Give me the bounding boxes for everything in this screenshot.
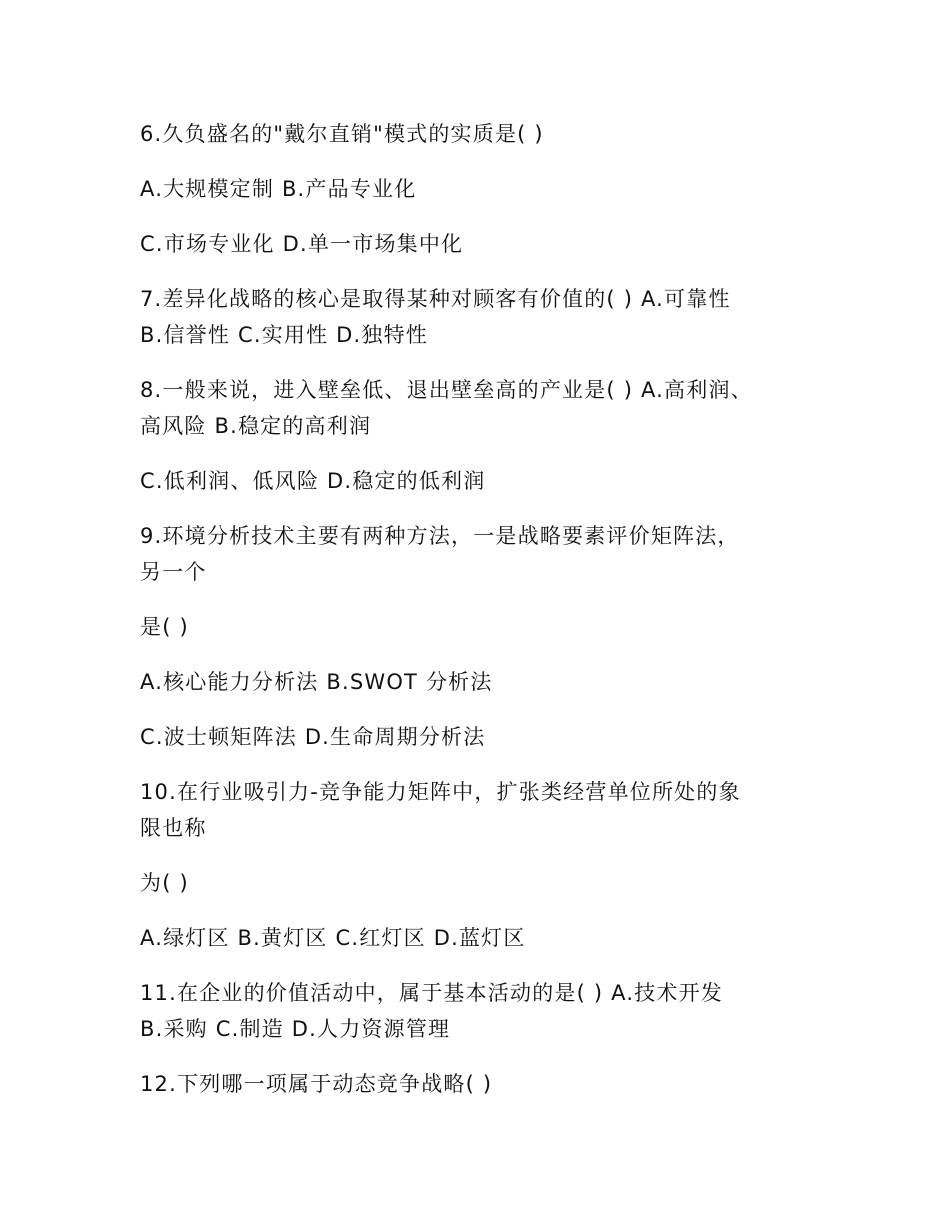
text-line: 是( ) xyxy=(140,615,189,639)
text-line: A.绿灯区 B.黄灯区 C.红灯区 D.蓝灯区 xyxy=(140,926,526,950)
question-10-stem xyxy=(140,774,812,846)
question-9-stem-end xyxy=(140,609,812,645)
question-9-options-ab xyxy=(140,664,812,700)
question-11 xyxy=(140,975,812,1047)
document-body xyxy=(140,116,812,1121)
text-line: 限也称 xyxy=(140,816,207,840)
text-line: 10.在行业吸引力-竞争能力矩阵中，扩张类经营单位所处的象 xyxy=(140,780,741,804)
question-6-options-ab xyxy=(140,171,812,207)
text-line: C.低利润、低风险 D.稳定的低利润 xyxy=(140,469,486,493)
question-8-options-cd xyxy=(140,463,812,499)
text-line: 为( ) xyxy=(140,871,189,895)
question-9-options-cd xyxy=(140,719,812,755)
text-line: 6.久负盛名的"戴尔直销"模式的实质是( ) xyxy=(140,122,544,146)
question-7 xyxy=(140,281,812,353)
text-line: A.核心能力分析法 B.SWOT 分析法 xyxy=(140,670,493,694)
text-line: 高风险 B.稳定的高利润 xyxy=(140,414,372,438)
text-line: 9.环境分析技术主要有两种方法，一是战略要素评价矩阵法， xyxy=(140,524,740,548)
question-10-options xyxy=(140,920,812,956)
question-9-stem xyxy=(140,518,812,590)
text-line: 8.一般来说，进入壁垒低、退出壁垒高的产业是( ) A.高利润、 xyxy=(140,378,753,402)
question-12-stem xyxy=(140,1066,812,1102)
text-line: C.波士顿矩阵法 D.生命周期分析法 xyxy=(140,725,486,749)
text-line: B.采购 C.制造 D.人力资源管理 xyxy=(140,1017,451,1041)
question-8 xyxy=(140,372,812,444)
question-6-options-cd xyxy=(140,226,812,262)
text-line: C.市场专业化 D.单一市场集中化 xyxy=(140,232,464,256)
text-line: 另一个 xyxy=(140,560,207,584)
text-line: 7.差异化战略的核心是取得某种对顾客有价值的( ) A.可靠性 xyxy=(140,287,731,311)
text-line: 11.在企业的价值活动中，属于基本活动的是( ) A.技术开发 xyxy=(140,981,724,1005)
question-10-stem-end xyxy=(140,865,812,901)
text-line: 12.下列哪一项属于动态竞争战略( ) xyxy=(140,1072,493,1096)
text-line: B.信誉性 C.实用性 D.独特性 xyxy=(140,323,429,347)
question-6-stem xyxy=(140,116,812,152)
text-line: A.大规模定制 B.产品专业化 xyxy=(140,177,417,201)
